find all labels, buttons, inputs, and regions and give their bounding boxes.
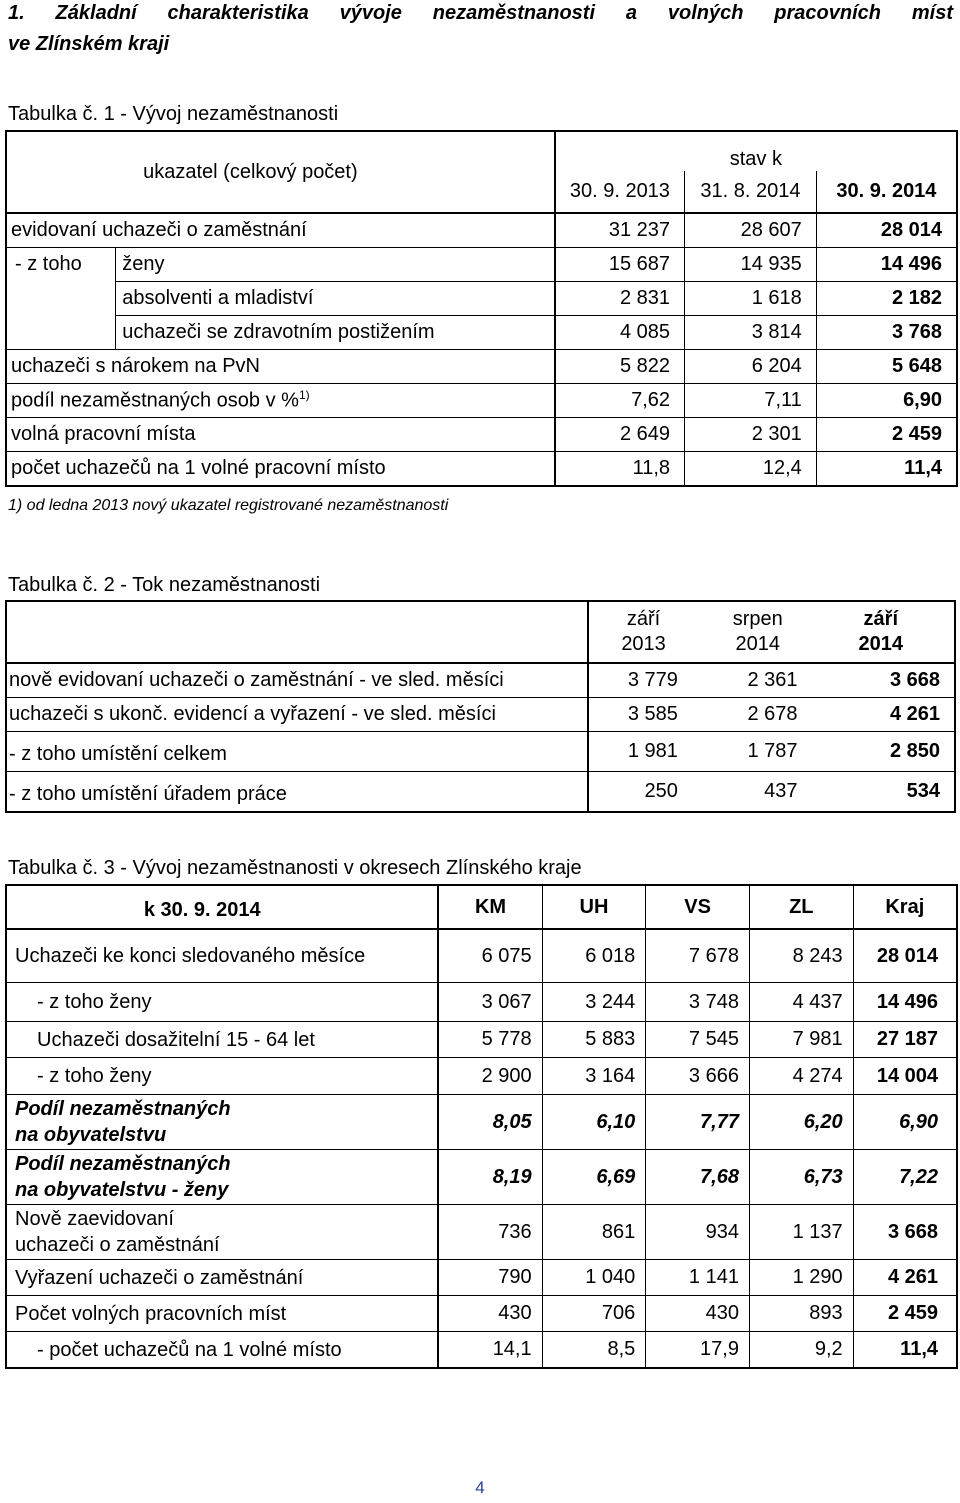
cell-value: 3 814 bbox=[685, 316, 817, 350]
stav-header: stav k bbox=[729, 147, 782, 170]
row-label: uchazeči se zdravotním postižením bbox=[116, 316, 555, 350]
column-header bbox=[708, 601, 828, 663]
header-month: září bbox=[863, 608, 898, 630]
cell-value: 2 900 bbox=[438, 1058, 542, 1095]
row-label-line: Uchazeči dosažitelní 15 - 64 let bbox=[37, 1028, 315, 1051]
table-row bbox=[6, 1058, 957, 1095]
column-header: UH bbox=[542, 885, 646, 929]
cell-value: 15 687 bbox=[555, 248, 685, 282]
column-header: KM bbox=[438, 885, 542, 929]
cell-value: 3 779 bbox=[627, 669, 678, 691]
table-row bbox=[6, 732, 955, 772]
cell-value: 4 261 bbox=[889, 703, 940, 725]
cell-value: 12,4 bbox=[685, 452, 817, 487]
section-heading bbox=[8, 0, 953, 60]
cell-value: 2 850 bbox=[889, 740, 940, 762]
date-header: 30. 9. 2013 bbox=[555, 171, 685, 213]
cell-value: 7,77 bbox=[646, 1095, 750, 1150]
cell-value: 5 822 bbox=[555, 350, 685, 384]
column-header bbox=[828, 601, 955, 663]
cell-value: 7 981 bbox=[749, 1022, 853, 1058]
row-label bbox=[6, 1205, 438, 1260]
table2-unemployment-flow bbox=[5, 600, 956, 813]
cell-value: 6,10 bbox=[542, 1095, 646, 1150]
cell-value: 2 678 bbox=[747, 703, 798, 725]
row-label: absolventi a mladiství bbox=[116, 282, 555, 316]
cell-value: 11,4 bbox=[904, 457, 942, 479]
cell-value: 4 437 bbox=[749, 983, 853, 1022]
cell-value: 3 668 bbox=[853, 1205, 957, 1260]
table2-caption: Tabulka č. 2 - Tok nezaměstnanosti bbox=[8, 574, 321, 596]
row-label bbox=[6, 1058, 438, 1095]
table-row bbox=[6, 1205, 957, 1260]
cell-value: 8,19 bbox=[438, 1150, 542, 1205]
cell-value: 1 137 bbox=[749, 1205, 853, 1260]
row-label-line: na obyvatelstvu bbox=[15, 1124, 167, 1146]
footnote-marker: 1) bbox=[298, 388, 310, 403]
table-row bbox=[6, 248, 957, 282]
cell-value: 430 bbox=[646, 1296, 750, 1332]
table-row bbox=[6, 213, 957, 248]
row-label: nově evidovaní uchazeči o zaměstnání - ve sled. měsíci bbox=[6, 663, 588, 698]
table-row bbox=[6, 1095, 957, 1150]
cell-value: 14 935 bbox=[685, 248, 817, 282]
row-label-line: - z toho ženy bbox=[37, 1065, 152, 1087]
row-label: ženy bbox=[116, 248, 555, 282]
table-row bbox=[6, 452, 957, 487]
table-row bbox=[6, 1260, 957, 1296]
cell-value: 5 883 bbox=[542, 1022, 646, 1058]
table-row bbox=[6, 384, 957, 418]
row-label-line: Podíl nezaměstnaných bbox=[15, 1153, 231, 1175]
cell-value: 14 496 bbox=[880, 253, 942, 275]
table-row bbox=[6, 929, 957, 983]
column-header: VS bbox=[646, 885, 750, 929]
cell-value: 3 585 bbox=[627, 703, 678, 725]
row-label bbox=[6, 384, 555, 418]
cell-value: 27 187 bbox=[853, 1022, 957, 1058]
cell-value: 4 274 bbox=[749, 1058, 853, 1095]
table3-districts bbox=[5, 884, 958, 1369]
row-label: volná pracovní místa bbox=[6, 418, 555, 452]
cell-value: 2 459 bbox=[853, 1296, 957, 1332]
row-label bbox=[6, 1260, 438, 1296]
cell-value: 250 bbox=[644, 780, 678, 802]
table-row bbox=[6, 282, 957, 316]
cell-value: 8,05 bbox=[438, 1095, 542, 1150]
cell-value: 28 014 bbox=[880, 219, 942, 241]
row-label bbox=[6, 929, 438, 983]
cell-value: 4 085 bbox=[555, 316, 685, 350]
cell-value: 8,5 bbox=[542, 1332, 646, 1369]
table-row bbox=[6, 1022, 957, 1058]
heading-line-1: 1. Základní charakteristika vývoje nezaměstnanosti a volných pracovních míst bbox=[8, 2, 953, 24]
row-label-line: uchazeči o zaměstnání bbox=[15, 1234, 220, 1256]
table-row bbox=[6, 1332, 957, 1369]
cell-value: 7 545 bbox=[646, 1022, 750, 1058]
cell-value: 790 bbox=[438, 1260, 542, 1296]
cell-value: 934 bbox=[646, 1205, 750, 1260]
cell-value: 6 018 bbox=[542, 929, 646, 983]
row-label: uchazeči s nárokem na PvN bbox=[6, 350, 555, 384]
header-month: září bbox=[626, 608, 661, 630]
row-label-line: Uchazeči ke konci sledovaného měsíce bbox=[15, 945, 366, 967]
row-label-line: - z toho ženy bbox=[37, 991, 152, 1013]
row-label-line: Podíl nezaměstnaných bbox=[15, 1098, 231, 1120]
row-label-line: Nově zaevidovaní bbox=[15, 1208, 174, 1230]
cell-value: 7,11 bbox=[685, 384, 817, 418]
table3-caption: Tabulka č. 3 - Vývoj nezaměstnanosti v okresech Zlínského kraje bbox=[8, 857, 582, 879]
cell-value: 2 831 bbox=[555, 282, 685, 316]
empty-header bbox=[6, 601, 588, 663]
cell-value: 6 204 bbox=[685, 350, 817, 384]
cell-value: 8 243 bbox=[749, 929, 853, 983]
indicator-header: ukazatel (celkový počet) bbox=[6, 131, 555, 213]
cell-value: 736 bbox=[438, 1205, 542, 1260]
cell-value: 28 014 bbox=[853, 929, 957, 983]
row-label: - z toho umístění úřadem práce bbox=[6, 772, 588, 813]
row-label bbox=[6, 1296, 438, 1332]
cell-value: 2 301 bbox=[685, 418, 817, 452]
date-header: 31. 8. 2014 bbox=[685, 171, 817, 213]
table-row bbox=[6, 418, 957, 452]
cell-value: 3 164 bbox=[542, 1058, 646, 1095]
cell-value: 2 361 bbox=[747, 669, 798, 691]
cell-value: 6,90 bbox=[853, 1095, 957, 1150]
row-label bbox=[6, 1150, 438, 1205]
cell-value: 430 bbox=[438, 1296, 542, 1332]
table1-footnote: 1) od ledna 2013 nový ukazatel registrované nezaměstnanosti bbox=[8, 497, 449, 514]
cell-value: 6,69 bbox=[542, 1150, 646, 1205]
row-label: - z toho umístění celkem bbox=[6, 732, 588, 772]
table-row bbox=[6, 316, 957, 350]
cell-value: 6,73 bbox=[749, 1150, 853, 1205]
heading-line-2: ve Zlínském kraji bbox=[8, 33, 170, 55]
cell-value: 706 bbox=[542, 1296, 646, 1332]
cell-value: 7,68 bbox=[646, 1150, 750, 1205]
row-label-text: podíl nezaměstnaných osob v % bbox=[11, 389, 299, 412]
table-row bbox=[6, 983, 957, 1022]
cell-value: 11,8 bbox=[555, 452, 685, 487]
cell-value: 7,22 bbox=[853, 1150, 957, 1205]
cell-value: 3 668 bbox=[889, 669, 940, 691]
cell-value: 28 607 bbox=[685, 213, 817, 248]
cell-value: 14 004 bbox=[853, 1058, 957, 1095]
cell-value: 1 040 bbox=[542, 1260, 646, 1296]
column-header bbox=[588, 601, 708, 663]
cell-value: 5 778 bbox=[438, 1022, 542, 1058]
column-header: ZL bbox=[749, 885, 853, 929]
cell-value: 17,9 bbox=[646, 1332, 750, 1369]
cell-value: 1 290 bbox=[749, 1260, 853, 1296]
cell-value: 4 261 bbox=[853, 1260, 957, 1296]
row-label-line: - počet uchazečů na 1 volné místo bbox=[37, 1338, 342, 1361]
cell-value: 7,62 bbox=[555, 384, 685, 418]
cell-value: 14 496 bbox=[853, 983, 957, 1022]
cell-value: 3 768 bbox=[891, 321, 942, 343]
row-label: počet uchazečů na 1 volné pracovní místo bbox=[6, 452, 555, 487]
cell-value: 437 bbox=[764, 780, 798, 802]
cell-value: 2 649 bbox=[555, 418, 685, 452]
cell-value: 9,2 bbox=[749, 1332, 853, 1369]
row-label: uchazeči s ukonč. evidencí a vyřazení - ve sled. měsíci bbox=[6, 698, 588, 732]
table-row bbox=[6, 698, 955, 732]
cell-value: 1 141 bbox=[646, 1260, 750, 1296]
cell-value: 6,20 bbox=[749, 1095, 853, 1150]
cell-value: 893 bbox=[749, 1296, 853, 1332]
cell-value: 7 678 bbox=[646, 929, 750, 983]
cell-value: 6 075 bbox=[438, 929, 542, 983]
cell-value: 861 bbox=[542, 1205, 646, 1260]
row-label bbox=[6, 1332, 438, 1369]
header-year: 2014 bbox=[735, 633, 780, 655]
cell-value: 534 bbox=[906, 780, 940, 802]
cell-value: 1 787 bbox=[747, 740, 798, 762]
cell-value: 31 237 bbox=[555, 213, 685, 248]
row-label-line: na obyvatelstvu - ženy bbox=[15, 1179, 229, 1201]
cell-value: 3 666 bbox=[646, 1058, 750, 1095]
row-label-line: Počet volných pracovních míst bbox=[15, 1302, 287, 1325]
date-header: 30. 9. 2014 bbox=[816, 171, 957, 213]
group-label: - z toho bbox=[6, 248, 116, 350]
cell-value: 5 648 bbox=[891, 355, 942, 377]
cell-value: 1 981 bbox=[627, 740, 678, 762]
cell-value: 14,1 bbox=[438, 1332, 542, 1369]
column-header: Kraj bbox=[853, 885, 957, 929]
cell-value: 11,4 bbox=[853, 1332, 957, 1369]
table-row bbox=[6, 350, 957, 384]
cell-value: 3 067 bbox=[438, 983, 542, 1022]
header-month: srpen bbox=[732, 608, 783, 630]
cell-value: 3 244 bbox=[542, 983, 646, 1022]
cell-value: 2 459 bbox=[891, 423, 942, 445]
row-label bbox=[6, 1022, 438, 1058]
page-number: 4 bbox=[475, 1478, 485, 1497]
row-label bbox=[6, 983, 438, 1022]
cell-value: 6,90 bbox=[903, 389, 942, 411]
date-header: k 30. 9. 2014 bbox=[6, 885, 438, 929]
cell-value: 1 618 bbox=[685, 282, 817, 316]
table1-caption: Tabulka č. 1 - Vývoj nezaměstnanosti bbox=[8, 103, 339, 125]
header-year: 2014 bbox=[858, 633, 904, 655]
row-label-line: Vyřazení uchazeči o zaměstnání bbox=[15, 1266, 304, 1289]
cell-value: 2 182 bbox=[891, 287, 942, 309]
table-row bbox=[6, 1296, 957, 1332]
cell-value: 3 748 bbox=[646, 983, 750, 1022]
header-year: 2013 bbox=[621, 633, 666, 655]
table-row bbox=[6, 663, 955, 698]
table-row bbox=[6, 772, 955, 813]
table-row bbox=[6, 1150, 957, 1205]
table1-unemployment bbox=[5, 130, 958, 487]
row-label: evidovaní uchazeči o zaměstnání bbox=[6, 213, 555, 248]
row-label bbox=[6, 1095, 438, 1150]
